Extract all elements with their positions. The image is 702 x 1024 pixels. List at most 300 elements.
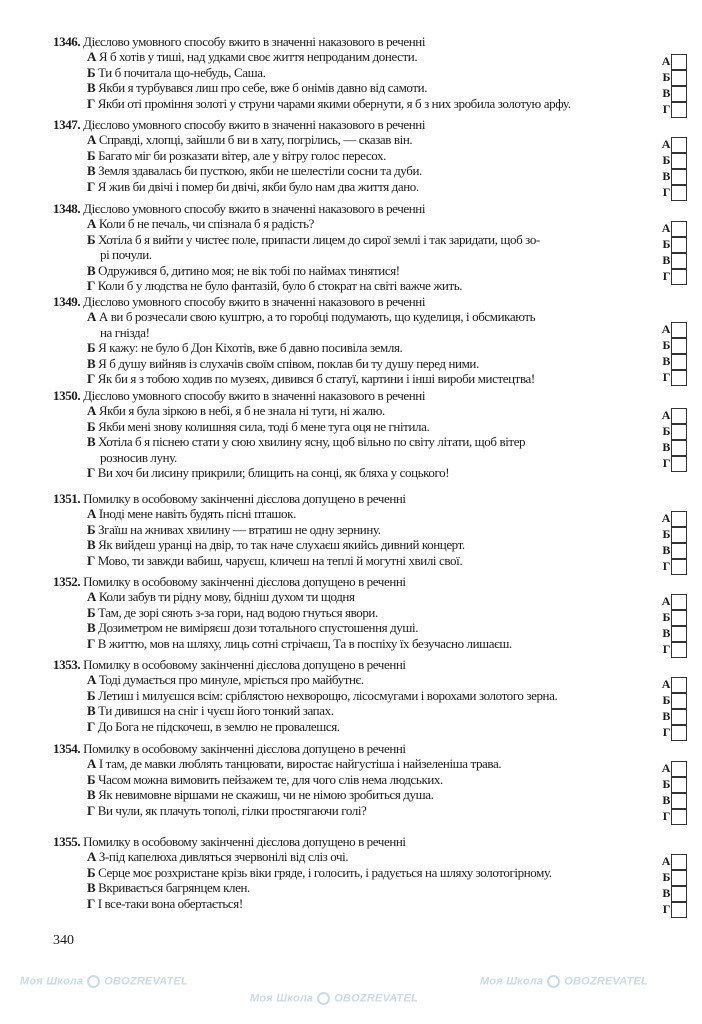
- answer-box-0[interactable]: [657, 54, 687, 70]
- question-number: 1353.: [53, 657, 81, 672]
- answer-option: [53, 537, 693, 552]
- answer-checkbox[interactable]: [671, 102, 687, 118]
- option-letter: Б: [87, 771, 96, 787]
- answer-box-3[interactable]: [657, 269, 687, 285]
- watermark-brand2: OBOZREVATEL: [334, 992, 418, 1005]
- answer-box-letter: Г: [662, 725, 670, 740]
- answer-checkbox[interactable]: [671, 185, 687, 201]
- answer-boxes: [657, 221, 687, 285]
- answer-box-1[interactable]: [657, 870, 687, 886]
- answer-box-letter: В: [662, 709, 670, 724]
- answer-option: [53, 719, 693, 734]
- answer-option: [53, 148, 693, 163]
- question-block: [53, 117, 693, 200]
- answer-box-letter: Г: [662, 456, 670, 471]
- answer-boxes: [657, 761, 687, 825]
- answer-box-0[interactable]: [657, 408, 687, 424]
- option-text: Там, де зорі сяють з-за гори, над водою гнуться явори.: [98, 604, 378, 620]
- answer-checkbox[interactable]: [671, 511, 687, 527]
- answer-option: [53, 80, 693, 95]
- answer-box-2[interactable]: [657, 440, 687, 456]
- answer-option: [53, 132, 693, 147]
- option-letter: Б: [87, 231, 96, 247]
- answer-option: [53, 419, 693, 434]
- option-text: Часом можна вимовить пейзажем те, для чого слів нема людських.: [98, 771, 443, 787]
- answer-box-2[interactable]: [657, 626, 687, 642]
- option-letter: Г: [87, 278, 95, 294]
- answer-box-letter: А: [661, 137, 670, 152]
- option-letter: Б: [87, 340, 96, 356]
- answer-boxes: [657, 54, 687, 118]
- answer-checkbox[interactable]: [671, 86, 687, 102]
- option-text: Згаїш на жнивах хвилину — втратиш не одну зернину.: [98, 521, 381, 537]
- question-number: 1355.: [53, 834, 81, 849]
- answer-option: [53, 589, 693, 604]
- option-text: Хотіла б я вийти у чистеє поле, припасти лицем до сирої землі і так заридати, щоб зо-: [98, 231, 540, 247]
- answer-boxes: [657, 854, 687, 918]
- question-prompt: Помилку в особовому закінченні дієслова допущено в реченні: [83, 491, 406, 506]
- answer-option: [53, 96, 693, 111]
- question-number: 1347.: [53, 117, 81, 132]
- option-text: Коли забув ти рідну мову, бідніш духом ти щодня: [98, 589, 355, 605]
- option-text: В життю, мов на шляху, лиць сотні стрічаєш, Та в поспіху їх безучасно лишаєш.: [97, 635, 512, 651]
- answer-box-letter: Г: [662, 809, 670, 824]
- question-block: [53, 34, 693, 117]
- option-letter: А: [87, 756, 96, 772]
- answer-option: [53, 605, 693, 620]
- answer-box-letter: В: [662, 253, 670, 268]
- answer-boxes: [657, 511, 687, 575]
- question-block: [53, 201, 693, 293]
- answer-box-letter: Б: [662, 424, 670, 439]
- answer-option: [53, 263, 693, 278]
- option-text: Ви хоч би лисину прикрили; блищить на сонці, як бляха у соцького!: [97, 465, 450, 481]
- answer-checkbox[interactable]: [671, 54, 687, 70]
- option-letter: В: [87, 355, 96, 371]
- answer-box-1[interactable]: [657, 527, 687, 543]
- answer-checkbox[interactable]: [671, 642, 687, 658]
- answer-option: [53, 356, 693, 371]
- answer-box-letter: А: [661, 761, 670, 776]
- answer-checkbox[interactable]: [671, 793, 687, 809]
- answer-box-3[interactable]: [657, 370, 687, 386]
- answer-option: [53, 465, 693, 480]
- option-text: Серце моє розхристане крізь віки гряде, і голосить, і радується на шляху золотогірному.: [98, 864, 552, 880]
- answer-boxes: [657, 322, 687, 386]
- answer-checkbox[interactable]: [671, 777, 687, 793]
- option-letter: Г: [87, 371, 95, 387]
- question-block: [53, 388, 693, 480]
- answer-box-3[interactable]: [657, 902, 687, 918]
- answer-option: [53, 403, 693, 418]
- option-letter: А: [87, 132, 96, 148]
- answer-box-1[interactable]: [657, 338, 687, 354]
- answer-box-2[interactable]: [657, 169, 687, 185]
- answer-checkbox[interactable]: [671, 269, 687, 285]
- option-text: Летиш і милуєшся всім: сріблястою нехворощю, лісосмугами і ворохами золотого зерна.: [98, 687, 558, 703]
- answer-option: [53, 216, 693, 231]
- option-letter: Г: [87, 95, 95, 111]
- option-text: Якби я турбувався лиш про себе, вже б онімів давно від самоти.: [98, 80, 428, 96]
- watermark-brand1: Моя Школа: [20, 975, 84, 988]
- question-title: [53, 201, 693, 216]
- answer-box-letter: А: [661, 54, 670, 69]
- option-letter: В: [87, 880, 96, 896]
- option-letter: Г: [87, 465, 95, 481]
- answer-box-letter: Б: [662, 70, 670, 85]
- option-letter: Б: [87, 521, 96, 537]
- answer-checkbox[interactable]: [671, 809, 687, 825]
- question-title: [53, 34, 693, 49]
- answer-box-letter: Г: [662, 642, 670, 657]
- answer-option: [53, 620, 693, 635]
- option-text: Як невимовне віршами не скажиш, чи не німою зробиться душа.: [98, 787, 434, 803]
- answer-option: [53, 179, 693, 194]
- answer-checkbox[interactable]: [671, 709, 687, 725]
- option-text: Я б душу вийняв із слухачів своїм співом, поклав би ту душу перед ними.: [98, 355, 479, 371]
- answer-checkbox[interactable]: [671, 440, 687, 456]
- answer-option: [53, 65, 693, 80]
- answer-checkbox[interactable]: [671, 408, 687, 424]
- answer-checkbox[interactable]: [671, 886, 687, 902]
- answer-box-letter: А: [661, 408, 670, 423]
- answer-checkbox[interactable]: [671, 354, 687, 370]
- answer-box-3[interactable]: [657, 725, 687, 741]
- option-letter: Г: [87, 802, 95, 818]
- question-prompt: Дієслово умовного способу вжито в значенні наказового в реченні: [83, 388, 426, 403]
- answer-box-1[interactable]: [657, 424, 687, 440]
- answer-option: [53, 232, 693, 247]
- answer-box-1[interactable]: [657, 777, 687, 793]
- option-text: Я б хотів у тиші, над удками своє життя непроданим донести.: [98, 49, 418, 65]
- answer-option: [53, 787, 693, 802]
- answer-box-3[interactable]: [657, 642, 687, 658]
- answer-box-3[interactable]: [657, 102, 687, 118]
- option-text: Я жив би двічі і помер би двічі, якби було нам два життя дано.: [97, 178, 419, 194]
- question-prompt: Помилку в особовому закінченні дієслова допущено в реченні: [83, 657, 406, 672]
- answer-option: [53, 163, 693, 178]
- answer-box-letter: В: [662, 354, 670, 369]
- answer-boxes: [657, 594, 687, 658]
- option-letter: Г: [87, 635, 95, 651]
- question-block: [53, 657, 693, 740]
- answer-box-2[interactable]: [657, 354, 687, 370]
- question-prompt: Дієслово умовного способу вжито в значенні наказового в реченні: [83, 34, 426, 49]
- option-text: Одружився б, дитино моя; не вік тобі по наймах тинятися!: [98, 262, 400, 278]
- option-letter: А: [87, 589, 96, 605]
- answer-box-2[interactable]: [657, 793, 687, 809]
- question-prompt: Дієслово умовного способу вжито в значенні наказового в реченні: [83, 294, 426, 309]
- answer-boxes: [657, 408, 687, 472]
- option-letter: В: [87, 537, 96, 553]
- question-title: [53, 294, 693, 309]
- option-letter: А: [87, 49, 96, 65]
- answer-box-0[interactable]: [657, 854, 687, 870]
- watermark: [480, 975, 648, 988]
- answer-box-letter: А: [661, 677, 670, 692]
- question-prompt: Дієслово умовного способу вжито в значенні наказового в реченні: [83, 201, 426, 216]
- answer-option: [53, 636, 693, 651]
- answer-box-letter: Б: [662, 237, 670, 252]
- question-prompt: Помилку в особовому закінченні дієслова допущено в реченні: [83, 834, 406, 849]
- answer-checkbox[interactable]: [671, 527, 687, 543]
- answer-checkbox[interactable]: [671, 594, 687, 610]
- answer-box-letter: А: [661, 322, 670, 337]
- option-text-continued: рі почули.: [100, 247, 152, 263]
- option-text: Справді, хлопці, зайшли б ви в хату, погрілись, — сказав він.: [98, 132, 413, 148]
- answer-box-letter: Г: [662, 102, 670, 117]
- option-letter: А: [87, 216, 96, 232]
- answer-option: [53, 506, 693, 521]
- answer-option: [53, 756, 693, 771]
- watermark-brand1: Моя Школа: [480, 975, 544, 988]
- question-number: 1351.: [53, 491, 81, 506]
- option-letter: В: [87, 703, 96, 719]
- option-text: Мово, ти завжди вабиш, чаруєш, кличеш на теплі й могутні хвилі свої.: [97, 552, 463, 568]
- option-letter: Г: [87, 895, 95, 911]
- answer-option: [53, 49, 693, 64]
- answer-option: [53, 880, 693, 895]
- option-text: І все-таки вона обертається!: [97, 895, 243, 911]
- question-number: 1354.: [53, 741, 81, 756]
- answer-box-letter: А: [661, 511, 670, 526]
- option-letter: Г: [87, 718, 95, 734]
- answer-option: [53, 896, 693, 911]
- answer-checkbox[interactable]: [671, 761, 687, 777]
- question-number: 1352.: [53, 574, 81, 589]
- answer-box-letter: В: [662, 440, 670, 455]
- option-text: Коли б у людства не було фантазій, було б стократ на світі важче жить.: [97, 278, 463, 294]
- answer-option: [53, 772, 693, 787]
- answer-box-1[interactable]: [657, 153, 687, 169]
- option-letter: А: [87, 403, 96, 419]
- answer-box-letter: В: [662, 886, 670, 901]
- answer-checkbox[interactable]: [671, 543, 687, 559]
- answer-checkbox[interactable]: [671, 137, 687, 153]
- answer-box-letter: Г: [662, 185, 670, 200]
- answer-checkbox[interactable]: [671, 693, 687, 709]
- question-number: 1349.: [53, 294, 81, 309]
- option-text: Ти б почитала що-небудь, Саша.: [98, 64, 266, 80]
- answer-option: [53, 278, 693, 293]
- answer-box-letter: А: [661, 594, 670, 609]
- option-text-continued: розносив луну.: [100, 449, 177, 465]
- option-letter: А: [87, 309, 96, 325]
- question-number: 1346.: [53, 34, 81, 49]
- option-text: До Бога не підскочеш, в землю не провалешся.: [97, 718, 340, 734]
- answer-checkbox[interactable]: [671, 153, 687, 169]
- option-letter: Б: [87, 687, 96, 703]
- answer-option: [53, 865, 693, 880]
- question-prompt: Помилку в особовому закінченні дієслова допущено в реченні: [83, 574, 406, 589]
- answer-boxes: [657, 677, 687, 741]
- answer-box-letter: Б: [662, 338, 670, 353]
- question-title: [53, 491, 693, 506]
- question-number: 1350.: [53, 388, 81, 403]
- answer-box-0[interactable]: [657, 137, 687, 153]
- answer-box-3[interactable]: [657, 456, 687, 472]
- question-title: [53, 388, 693, 403]
- question-block: [53, 574, 693, 657]
- watermark-logo-icon: [87, 975, 100, 988]
- answer-box-letter: А: [661, 221, 670, 236]
- option-text: Тоді думається про минуле, мріється про майбутнє.: [98, 672, 364, 688]
- answer-box-letter: А: [661, 854, 670, 869]
- option-letter: В: [87, 80, 96, 96]
- option-text: Якби оті проміння золоті у струни чарами якими обернути, я б з них зробила золотую арфу.: [97, 95, 571, 111]
- answer-box-letter: Б: [662, 527, 670, 542]
- option-letter: Б: [87, 604, 96, 620]
- answer-box-3[interactable]: [657, 559, 687, 575]
- answer-checkbox[interactable]: [671, 902, 687, 918]
- answer-box-letter: В: [662, 543, 670, 558]
- answer-box-letter: Г: [662, 559, 670, 574]
- answer-checkbox[interactable]: [671, 169, 687, 185]
- answer-box-3[interactable]: [657, 185, 687, 201]
- option-letter: А: [87, 849, 96, 865]
- answer-checkbox[interactable]: [671, 626, 687, 642]
- answer-box-0[interactable]: [657, 221, 687, 237]
- answer-box-letter: Б: [662, 777, 670, 792]
- question-block: [53, 834, 693, 917]
- answer-option: [53, 522, 693, 537]
- option-text-continued: на гнізда!: [100, 324, 150, 340]
- answer-box-2[interactable]: [657, 253, 687, 269]
- option-letter: Б: [87, 418, 96, 434]
- answer-box-letter: Г: [662, 370, 670, 385]
- watermark: [250, 992, 418, 1005]
- answer-checkbox[interactable]: [671, 725, 687, 741]
- answer-checkbox[interactable]: [671, 559, 687, 575]
- answer-box-0[interactable]: [657, 594, 687, 610]
- answer-box-3[interactable]: [657, 809, 687, 825]
- answer-checkbox[interactable]: [671, 70, 687, 86]
- option-letter: А: [87, 672, 96, 688]
- answer-box-0[interactable]: [657, 322, 687, 338]
- answer-checkbox[interactable]: [671, 854, 687, 870]
- option-letter: В: [87, 787, 96, 803]
- option-letter: Г: [87, 178, 95, 194]
- option-text: Ви чули, як плачуть тополі, гілки простягаючи голі?: [97, 802, 367, 818]
- answer-option: [53, 703, 693, 718]
- question-block: [53, 294, 693, 386]
- answer-option: [53, 371, 693, 386]
- answer-checkbox[interactable]: [671, 424, 687, 440]
- option-text: Іноді мене навіть будять пісні пташок.: [98, 506, 296, 522]
- answer-option: [53, 434, 693, 449]
- answer-box-letter: Б: [662, 610, 670, 625]
- answer-box-letter: В: [662, 86, 670, 101]
- answer-box-letter: В: [662, 793, 670, 808]
- answer-box-2[interactable]: [657, 886, 687, 902]
- answer-box-0[interactable]: [657, 511, 687, 527]
- question-prompt: Помилку в особовому закінченні дієслова допущено в реченні: [83, 741, 406, 756]
- answer-box-0[interactable]: [657, 677, 687, 693]
- question-prompt: Дієслово умовного способу вжито в значенні наказового в реченні: [83, 117, 426, 132]
- answer-checkbox[interactable]: [671, 237, 687, 253]
- answer-box-0[interactable]: [657, 761, 687, 777]
- answer-box-2[interactable]: [657, 543, 687, 559]
- answer-box-1[interactable]: [657, 70, 687, 86]
- option-text: Земля здавалась би пусткою, якби не шелестіли сосни та дуби.: [98, 163, 422, 179]
- answer-option: [53, 672, 693, 687]
- option-text: Якби я була зіркою в небі, я б не знала ні туги, ні жалю.: [98, 403, 385, 419]
- option-text: Я кажу: не було б Дон Кіхотів, вже б давно посивіла земля.: [98, 340, 403, 356]
- answer-box-letter: Г: [662, 269, 670, 284]
- option-text: Багато міг би розказати вітер, але у вітру голос пересох.: [98, 147, 386, 163]
- answer-box-2[interactable]: [657, 709, 687, 725]
- option-letter: Б: [87, 147, 96, 163]
- answer-checkbox[interactable]: [671, 610, 687, 626]
- answer-boxes: [657, 137, 687, 201]
- answer-box-letter: В: [662, 626, 670, 641]
- answer-checkbox[interactable]: [671, 253, 687, 269]
- answer-box-1[interactable]: [657, 610, 687, 626]
- question-title: [53, 834, 693, 849]
- answer-checkbox[interactable]: [671, 677, 687, 693]
- answer-checkbox[interactable]: [671, 870, 687, 886]
- option-letter: В: [87, 262, 96, 278]
- answer-option: [53, 309, 693, 324]
- option-text: Хотіла б я піснею стати у сюю хвилину ясну, щоб вільно по світу літати, щоб вітер: [98, 434, 526, 450]
- option-text: Як вийдеш уранці на двір, то так наче слухаєш якийсь дивний концерт.: [98, 537, 465, 553]
- option-text: З-під капелюха дивляться зчервонілі від сліз очі.: [98, 849, 349, 865]
- answer-box-1[interactable]: [657, 693, 687, 709]
- option-letter: В: [87, 434, 96, 450]
- question-block: [53, 491, 693, 574]
- answer-box-letter: В: [662, 169, 670, 184]
- answer-option: [53, 803, 693, 818]
- watermark: [20, 975, 188, 988]
- option-text: Вкривається багрянцем клен.: [98, 880, 250, 896]
- watermark-logo-icon: [547, 975, 560, 988]
- option-letter: В: [87, 163, 96, 179]
- option-text: А ви б розчесали свою куштрю, а то горобці подумають, що куделиця, і обсмикають: [98, 309, 536, 325]
- question-title: [53, 657, 693, 672]
- watermark-brand2: OBOZREVATEL: [104, 975, 188, 988]
- question-title: [53, 574, 693, 589]
- option-letter: Б: [87, 864, 96, 880]
- answer-box-letter: Б: [662, 693, 670, 708]
- option-text: Як би я з тобою ходив по музеях, дивився б статуї, картини і інші вироби мистецтва!: [97, 371, 535, 387]
- answer-option: [53, 849, 693, 864]
- option-letter: В: [87, 620, 96, 636]
- option-letter: Г: [87, 552, 95, 568]
- watermark-logo-icon: [317, 992, 330, 1005]
- answer-box-2[interactable]: [657, 86, 687, 102]
- watermark-brand2: OBOZREVATEL: [564, 975, 648, 988]
- option-text: І там, де мавки люблять танцювати, виростає найгустіша і найзеленіша трава.: [98, 756, 502, 772]
- option-text: Якби мені знову колишняя сила, тоді б мене туга оця не гнітила.: [98, 418, 430, 434]
- answer-box-letter: Б: [662, 870, 670, 885]
- answer-checkbox[interactable]: [671, 221, 687, 237]
- answer-checkbox[interactable]: [671, 456, 687, 472]
- page-number: 340: [53, 933, 74, 948]
- answer-checkbox[interactable]: [671, 322, 687, 338]
- answer-checkbox[interactable]: [671, 370, 687, 386]
- answer-box-letter: Б: [662, 153, 670, 168]
- answer-checkbox[interactable]: [671, 338, 687, 354]
- answer-option: [53, 553, 693, 568]
- question-number: 1348.: [53, 201, 81, 216]
- option-text: Коли б не печаль, чи спізнала б я радість?: [98, 216, 314, 232]
- question-title: [53, 117, 693, 132]
- option-text: Дозиметром не виміряєш дози тотального спустошення душі.: [98, 620, 419, 636]
- option-letter: А: [87, 506, 96, 522]
- answer-box-1[interactable]: [657, 237, 687, 253]
- question-block: [53, 741, 693, 824]
- answer-box-letter: Г: [662, 902, 670, 917]
